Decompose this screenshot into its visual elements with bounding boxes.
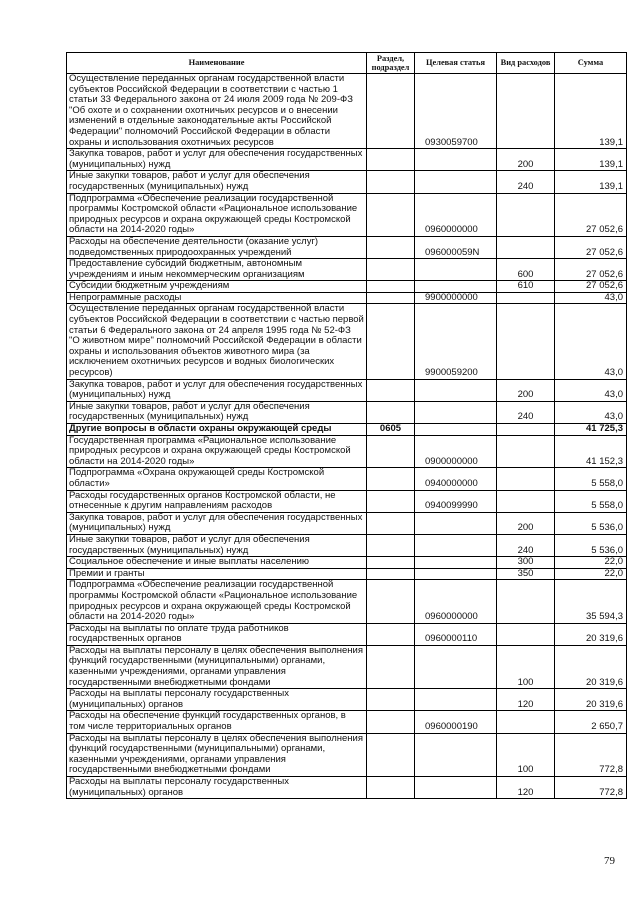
row-name-cell: Подпрограмма «Охрана окружающей среды Костромской области» — [67, 468, 367, 490]
table-row — [67, 623, 627, 645]
row-kind-cell: 200 — [497, 379, 555, 401]
row-sum-cell: 35 594,3 — [555, 580, 627, 623]
row-section-cell — [367, 171, 415, 193]
row-name-cell: Иные закупки товаров, работ и услуг для обеспечения государственных (муниципальных) нужд — [67, 534, 367, 556]
row-sum-cell: 20 319,6 — [555, 623, 627, 645]
row-target-cell: 0940000000 — [415, 468, 497, 490]
row-kind-cell — [497, 236, 555, 258]
row-sum-cell: 27 052,6 — [555, 236, 627, 258]
table-row — [67, 401, 627, 423]
budget-table — [66, 52, 627, 799]
row-section-cell — [367, 733, 415, 776]
row-kind-cell — [497, 74, 555, 149]
row-kind-cell — [497, 468, 555, 490]
row-section-cell — [367, 74, 415, 149]
row-sum-cell: 27 052,6 — [555, 193, 627, 236]
row-kind-cell — [497, 580, 555, 623]
row-sum-cell: 2 650,7 — [555, 711, 627, 733]
table-row — [67, 468, 627, 490]
row-section-cell — [367, 149, 415, 171]
row-name-cell: Социальное обеспечение и иные выплаты населению — [67, 557, 367, 569]
table-row — [67, 645, 627, 688]
row-name-cell: Расходы на выплаты персоналу в целях обеспечения выполнения функций государственными (муниципальными) органами, казенными учреждениями, органами управления государственными внебюджетными фондами — [67, 645, 367, 688]
row-kind-cell: 300 — [497, 557, 555, 569]
row-name-cell: Расходы на обеспечение деятельности (оказание услуг) подведомственных природоохранных учреждений — [67, 236, 367, 258]
budget-table-container — [66, 52, 626, 799]
row-name-cell: Осуществление переданных органам государственной власти субъектов Российской Федерации в соответствии с частью 1 статьи 33 Федерального закона от 24 июля 2009 года № 209-ФЗ "Об охоте и о сохранении охотничьих ресурсов и о внесении изменений в отдельные законодательные акты Российской Федерации" полномочий Российской Федерации в области охраны и использования охотничьих ресурсов — [67, 74, 367, 149]
row-target-cell — [415, 689, 497, 711]
table-row — [67, 281, 627, 293]
row-name-cell: Премии и гранты — [67, 568, 367, 580]
row-kind-cell — [497, 292, 555, 304]
row-name-cell: Государственная программа «Рациональное использование природных ресурсов и охрана окружающей среды Костромской области на 2014-2020 годы» — [67, 435, 367, 468]
row-name-cell: Закупка товаров, работ и услуг для обеспечения государственных (муниципальных) нужд — [67, 379, 367, 401]
table-row — [67, 379, 627, 401]
row-target-cell — [415, 424, 497, 436]
row-sum-cell: 772,8 — [555, 733, 627, 776]
row-target-cell — [415, 401, 497, 423]
row-kind-cell — [497, 711, 555, 733]
row-sum-cell: 20 319,6 — [555, 645, 627, 688]
table-row — [67, 304, 627, 379]
row-target-cell: 0960000000 — [415, 193, 497, 236]
table-row — [67, 512, 627, 534]
table-row — [67, 435, 627, 468]
row-target-cell: 0940099990 — [415, 490, 497, 512]
row-kind-cell: 200 — [497, 149, 555, 171]
row-section-cell — [367, 292, 415, 304]
row-kind-cell — [497, 623, 555, 645]
row-section-cell — [367, 259, 415, 281]
row-target-cell — [415, 171, 497, 193]
table-row — [67, 259, 627, 281]
row-section-cell — [367, 580, 415, 623]
row-kind-cell: 120 — [497, 777, 555, 799]
row-target-cell — [415, 259, 497, 281]
row-name-cell: Расходы на обеспечение функций государственных органов, в том числе территориальных органов — [67, 711, 367, 733]
header-sum: Сумма — [555, 53, 627, 74]
row-section-cell — [367, 623, 415, 645]
table-row — [67, 149, 627, 171]
row-name-cell: Непрограммные расходы — [67, 292, 367, 304]
row-sum-cell: 5 558,0 — [555, 468, 627, 490]
table-row — [67, 568, 627, 580]
row-target-cell — [415, 281, 497, 293]
row-section-cell — [367, 435, 415, 468]
row-name-cell: Иные закупки товаров, работ и услуг для обеспечения государственных (муниципальных) нужд — [67, 401, 367, 423]
row-section-cell: 0605 — [367, 424, 415, 436]
row-name-cell: Подпрограмма «Обеспечение реализации государственной программы Костромской области «Рациональное использование природных ресурсов и охрана окружающей среды Костромской области на 2014-2020 годы» — [67, 580, 367, 623]
table-row — [67, 711, 627, 733]
table-row — [67, 171, 627, 193]
row-name-cell: Расходы на выплаты персоналу государственных (муниципальных) органов — [67, 689, 367, 711]
row-section-cell — [367, 379, 415, 401]
row-section-cell — [367, 236, 415, 258]
row-kind-cell: 350 — [497, 568, 555, 580]
row-kind-cell: 240 — [497, 401, 555, 423]
row-name-cell: Другие вопросы в области охраны окружающей среды — [67, 424, 367, 436]
row-section-cell — [367, 689, 415, 711]
row-sum-cell: 5 536,0 — [555, 534, 627, 556]
row-name-cell: Закупка товаров, работ и услуг для обеспечения государственных (муниципальных) нужд — [67, 149, 367, 171]
row-sum-cell: 139,1 — [555, 171, 627, 193]
row-kind-cell — [497, 435, 555, 468]
row-name-cell: Закупка товаров, работ и услуг для обеспечения государственных (муниципальных) нужд — [67, 512, 367, 534]
row-sum-cell: 43,0 — [555, 401, 627, 423]
header-kind: Вид расходов — [497, 53, 555, 74]
row-target-cell: 0960000000 — [415, 580, 497, 623]
row-section-cell — [367, 645, 415, 688]
row-section-cell — [367, 534, 415, 556]
row-kind-cell — [497, 424, 555, 436]
row-section-cell — [367, 401, 415, 423]
row-target-cell: 0960000190 — [415, 711, 497, 733]
table-row — [67, 733, 627, 776]
row-name-cell: Подпрограмма «Обеспечение реализации государственной программы Костромской области «Рациональное использование природных ресурсов и охрана окружающей среды Костромской области на 2014-2020 годы» — [67, 193, 367, 236]
row-sum-cell: 41 725,3 — [555, 424, 627, 436]
row-kind-cell — [497, 304, 555, 379]
row-target-cell: 0930059700 — [415, 74, 497, 149]
row-target-cell: 096000059N — [415, 236, 497, 258]
header-section: Раздел, подраздел — [367, 53, 415, 74]
row-sum-cell: 22,0 — [555, 568, 627, 580]
row-name-cell: Осуществление переданных органам государственной власти субъектов Российской Федерации в соответствии с частью первой статьи 6 Федерального закона от 24 апреля 1995 года № 52-ФЗ "О животном мире" полномочий Российской Федерации в области охраны и использования объектов животного мира (за исключением охотничьих ресурсов и водных биологических ресурсов) — [67, 304, 367, 379]
page-number: 79 — [604, 855, 615, 867]
table-row — [67, 74, 627, 149]
row-section-cell — [367, 281, 415, 293]
table-row — [67, 236, 627, 258]
row-kind-cell: 100 — [497, 645, 555, 688]
row-name-cell: Иные закупки товаров, работ и услуг для обеспечения государственных (муниципальных) нужд — [67, 171, 367, 193]
row-sum-cell: 43,0 — [555, 379, 627, 401]
row-kind-cell: 240 — [497, 534, 555, 556]
row-name-cell: Расходы на выплаты по оплате труда работников государственных органов — [67, 623, 367, 645]
row-section-cell — [367, 490, 415, 512]
row-name-cell: Расходы на выплаты персоналу государственных (муниципальных) органов — [67, 777, 367, 799]
row-target-cell — [415, 733, 497, 776]
row-kind-cell: 120 — [497, 689, 555, 711]
row-sum-cell: 20 319,6 — [555, 689, 627, 711]
row-sum-cell: 27 052,6 — [555, 281, 627, 293]
row-kind-cell — [497, 193, 555, 236]
table-row — [67, 424, 627, 436]
row-sum-cell: 43,0 — [555, 304, 627, 379]
row-target-cell: 0960000110 — [415, 623, 497, 645]
table-row — [67, 557, 627, 569]
row-section-cell — [367, 711, 415, 733]
row-target-cell — [415, 777, 497, 799]
row-section-cell — [367, 512, 415, 534]
row-kind-cell: 610 — [497, 281, 555, 293]
row-sum-cell: 43,0 — [555, 292, 627, 304]
table-row — [67, 580, 627, 623]
table-row — [67, 777, 627, 799]
row-sum-cell: 41 152,3 — [555, 435, 627, 468]
table-row — [67, 490, 627, 512]
row-target-cell — [415, 645, 497, 688]
row-section-cell — [367, 568, 415, 580]
row-target-cell — [415, 149, 497, 171]
header-name: Наименование — [67, 53, 367, 74]
row-sum-cell: 139,1 — [555, 74, 627, 149]
row-section-cell — [367, 193, 415, 236]
row-target-cell: 9900000000 — [415, 292, 497, 304]
row-section-cell — [367, 468, 415, 490]
row-target-cell: 0900000000 — [415, 435, 497, 468]
row-target-cell — [415, 512, 497, 534]
row-section-cell — [367, 777, 415, 799]
table-header-row — [67, 53, 627, 74]
row-target-cell — [415, 379, 497, 401]
row-kind-cell: 600 — [497, 259, 555, 281]
row-kind-cell: 100 — [497, 733, 555, 776]
table-body — [67, 74, 627, 799]
row-sum-cell: 139,1 — [555, 149, 627, 171]
row-sum-cell: 5 536,0 — [555, 512, 627, 534]
row-kind-cell: 200 — [497, 512, 555, 534]
table-row — [67, 689, 627, 711]
row-sum-cell: 5 558,0 — [555, 490, 627, 512]
row-section-cell — [367, 557, 415, 569]
table-row — [67, 534, 627, 556]
row-target-cell — [415, 557, 497, 569]
row-target-cell: 9900059200 — [415, 304, 497, 379]
row-section-cell — [367, 304, 415, 379]
row-sum-cell: 27 052,6 — [555, 259, 627, 281]
row-kind-cell — [497, 490, 555, 512]
table-row — [67, 292, 627, 304]
row-sum-cell: 772,8 — [555, 777, 627, 799]
row-name-cell: Расходы на выплаты персоналу в целях обеспечения выполнения функций государственными (муниципальными) органами, казенными учреждениями, органами управления государственными внебюджетными фондами — [67, 733, 367, 776]
header-target: Целевая статья — [415, 53, 497, 74]
row-target-cell — [415, 534, 497, 556]
row-sum-cell: 22,0 — [555, 557, 627, 569]
row-name-cell: Расходы государственных органов Костромской области, не отнесенные к другим направлениям расходов — [67, 490, 367, 512]
row-target-cell — [415, 568, 497, 580]
row-name-cell: Предоставление субсидий бюджетным, автономным учреждениям и иным некоммерческим организациям — [67, 259, 367, 281]
row-kind-cell: 240 — [497, 171, 555, 193]
row-name-cell: Субсидии бюджетным учреждениям — [67, 281, 367, 293]
table-row — [67, 193, 627, 236]
